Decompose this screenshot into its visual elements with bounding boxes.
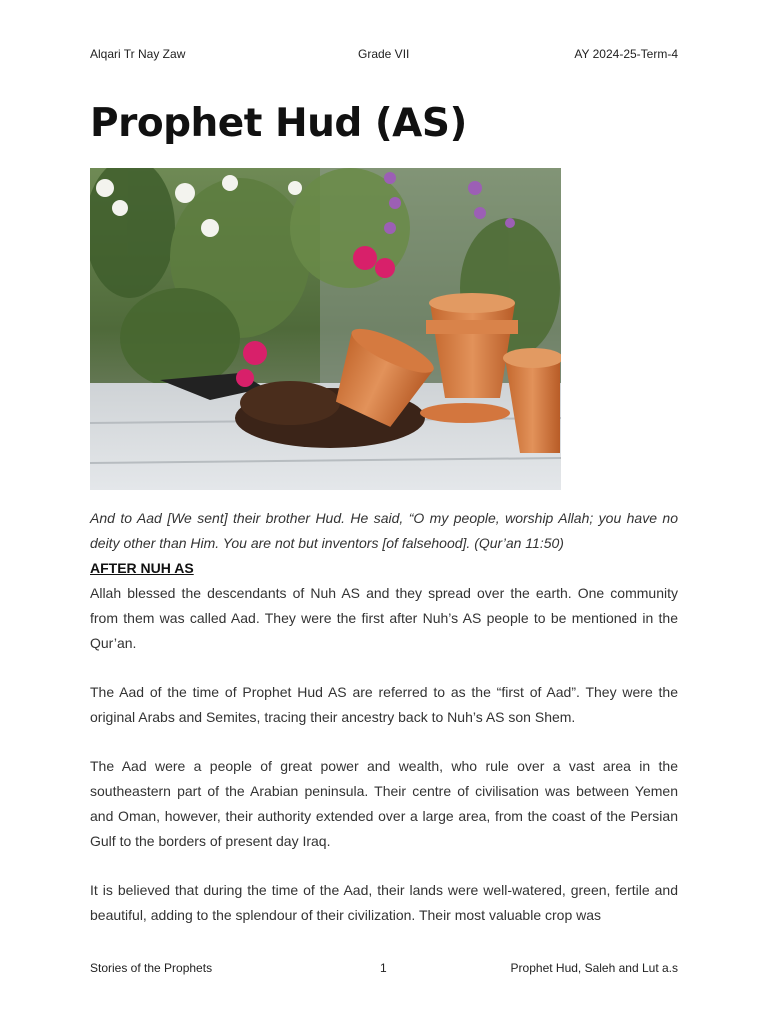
footer-chapter: Prophet Hud, Saleh and Lut a.s	[510, 961, 678, 975]
page-header	[90, 47, 678, 65]
paragraph-4: It is believed that during the time of the Aad, their lands were well-watered, green, fertile and beautiful, adding to the splendour of their civilization. Their most valuable crop was	[90, 882, 678, 923]
paragraph-3: The Aad were a people of great power and wealth, who rule over a vast area in the southeastern part of the Arabian peninsula. Their centre of civilisation was between Yemen and Oman, however, their authority extended over a large area, from the coast of the Persian Gulf to the borders of present day Iraq.	[90, 758, 678, 849]
page-number: 1	[380, 961, 387, 975]
quran-quote: And to Aad [We sent] their brother Hud. He said, “O my people, worship Allah; you have no deity other than Him. You are not but inventors [of falsehood]. (Qur’an 11:50)	[90, 510, 678, 551]
header-grade: Grade VII	[358, 47, 410, 61]
paragraph-2: The Aad of the time of Prophet Hud AS are referred to as the “first of Aad”. They were the original Arabs and Semites, tracing their ancestry back to Nuh’s AS son Shem.	[90, 684, 678, 725]
paragraph-1: Allah blessed the descendants of Nuh AS and they spread over the earth. One community from them was called Aad. They were the first after Nuh’s AS people to be mentioned in the Qur’an.	[90, 585, 678, 651]
page-footer	[90, 961, 678, 979]
header-term: AY 2024-25-Term-4	[574, 47, 678, 61]
page-title: Prophet Hud (AS)	[90, 101, 467, 146]
article-body	[90, 506, 678, 928]
footer-series: Stories of the Prophets	[90, 961, 213, 975]
section-heading: AFTER NUH AS	[90, 560, 194, 576]
header-author: Alqari Tr Nay Zaw	[90, 47, 186, 61]
garden-pots-photo	[90, 168, 561, 490]
